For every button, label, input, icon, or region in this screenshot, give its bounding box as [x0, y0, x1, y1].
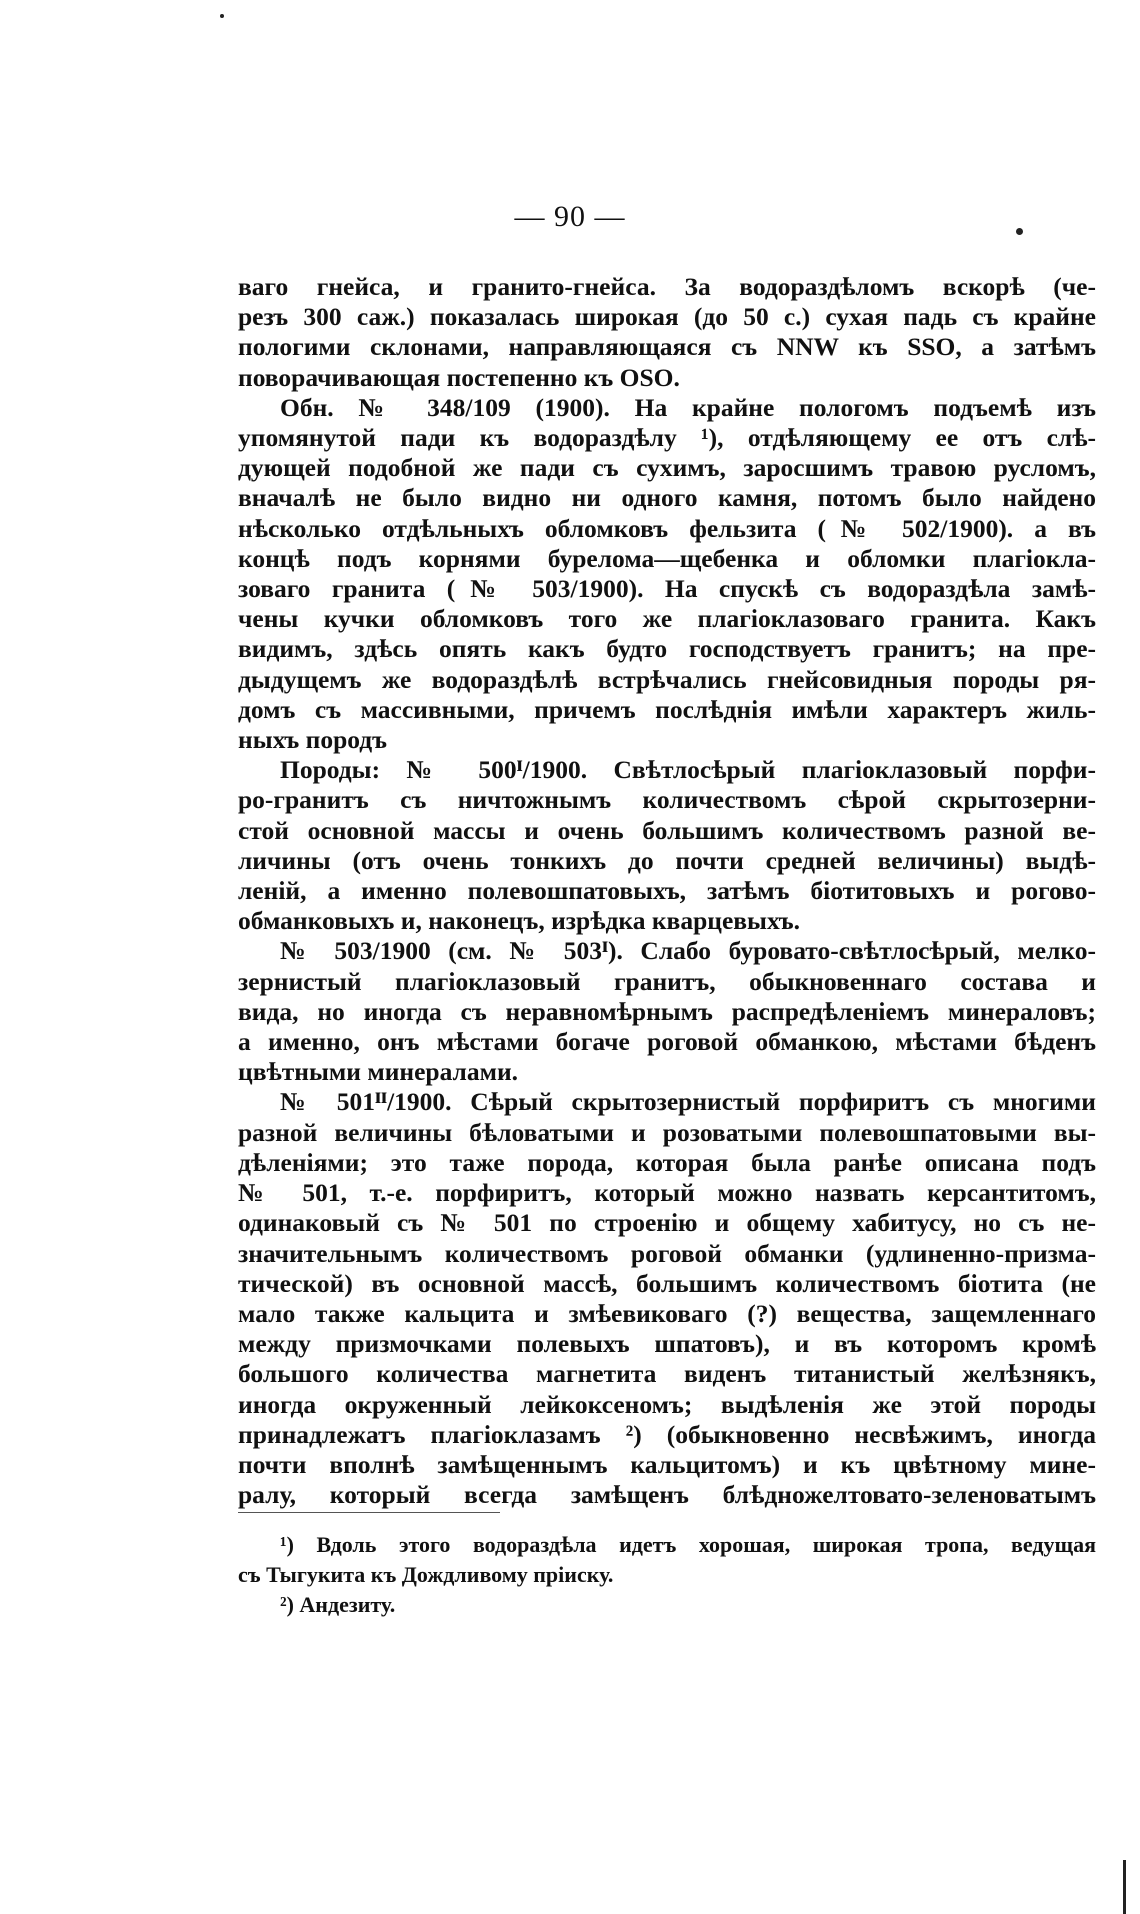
text-line: резъ 300 саж.) показалась широкая (до 50 с.) сухая падь съ крайне [238, 302, 1096, 332]
footnote-line: ¹) Вдоль этого водораздѣла идетъ хорошая, широкая тропа, ведущая [280, 1532, 1096, 1557]
text-line: ро-гранитъ съ ничтожнымъ количествомъ сѣрой скрытозерни- [238, 785, 1096, 815]
text-line: ныхъ породъ [238, 725, 388, 755]
text-line: одинаковый съ № 501 по строенію и общему хабитусу, но съ не- [238, 1208, 1096, 1238]
speck-mark [1016, 228, 1023, 235]
footnote-line: ²) Андезиту. [280, 1592, 396, 1617]
text-line: тической) въ основной массѣ, большимъ количествомъ біотита (не [238, 1268, 1096, 1298]
text-line: зернистый плагіоклазовый гранитъ, обыкновеннаго состава и [238, 966, 1096, 996]
text-line: дующей подобной же пади съ сухимъ, заросшимъ травою русломъ, [238, 453, 1096, 483]
text-line: между призмочками полевыхъ шпатовъ), и въ которомъ кромѣ [238, 1329, 1096, 1359]
text-line: Породы: № 500ᴵ/1900. Свѣтлосѣрый плагіоклазовый порфи- [280, 755, 1096, 785]
text-line: цвѣтными минералами. [238, 1057, 519, 1087]
text-line: стой основной массы и очень большимъ количествомъ разной ве- [238, 815, 1096, 845]
text-line: почти вполнѣ замѣщеннымъ кальцитомъ) и къ цвѣтному мине- [238, 1449, 1096, 1479]
text-line: № 501ᴵᴵ/1900. Сѣрый скрытозернистый порфиритъ съ многими [280, 1087, 1096, 1117]
text-line: зоваго гранита (№ 503/1900). На спускѣ съ водораздѣла замѣ- [238, 574, 1096, 604]
text-line: мало также кальцита и змѣевиковаго (?) вещества, защемленнаго [238, 1298, 1096, 1328]
text-line: видимъ, здѣсь опять какъ будто господствуетъ гранитъ; на пре- [238, 634, 1096, 664]
text-line: пологими склонами, направляющаяся съ NNW къ SSO, а затѣмъ [238, 332, 1096, 362]
text-line: дѣленіями; это таже порода, которая была ранѣе описана подъ [238, 1147, 1096, 1177]
text-line: обманковыхъ и, наконецъ, изрѣдка кварцевыхъ. [238, 906, 800, 936]
text-line: разной величины бѣловатыми и розоватыми полевошпатовыми вы- [238, 1117, 1096, 1147]
text-line: значительнымъ количествомъ роговой обманки (удлиненно-призма- [238, 1238, 1096, 1268]
text-line: № 501, т.-е. порфиритъ, который можно назвать керсантитомъ, [238, 1178, 1096, 1208]
text-line: концѣ подъ корнями бурелома—щебенка и обломки плагіокла- [238, 543, 1096, 573]
page-number: — 90 — [514, 200, 626, 233]
text-line: ваго гнейса, и гранито-гнейса. За водораздѣломъ вскорѣ (че- [238, 272, 1096, 301]
text-line: домъ съ массивными, причемъ послѣднія имѣли характеръ жиль- [238, 694, 1096, 724]
text-line: вначалѣ не было видно ни одного камня, потомъ было найдено [238, 483, 1096, 513]
text-line: принадлежатъ плагіоклазамъ ²) (обыкновенно несвѣжимъ, иногда [238, 1419, 1096, 1449]
text-line: нѣсколько отдѣльныхъ обломковъ фельзита (№ 502/1900). а въ [238, 513, 1096, 543]
text-line: личины (отъ очень тонкихъ до почти средней величины) выдѣ- [238, 845, 1096, 875]
speck-mark [220, 14, 224, 18]
footnote-line: съ Тыгукита къ Дождливому пріиску. [238, 1562, 614, 1587]
page-edge-mark [1123, 1860, 1126, 1914]
footnote-rule [238, 1512, 500, 1513]
text-line: дыдущемъ же водораздѣлѣ встрѣчались гнейсовидныя породы ря- [238, 664, 1096, 694]
text-line: поворачивающая постепенно къ OSO. [238, 362, 680, 392]
text-line: Обн. № 348/109 (1900). На крайне пологомъ подъемѣ изъ [280, 392, 1096, 422]
text-line: иногда окруженный лейкоксеномъ; выдѣленія же этой породы [238, 1389, 1096, 1419]
text-line: большого количества магнетита виденъ титанистый желѣзнякъ, [238, 1359, 1096, 1389]
text-line: № 503/1900 (см. № 503ᴵ). Слабо буровато-свѣтлосѣрый, мелко- [280, 936, 1096, 966]
text-line: а именно, онъ мѣстами богаче роговой обманкою, мѣстами бѣденъ [238, 1027, 1096, 1057]
text-line: чены кучки обломковъ того же плагіоклазоваго гранита. Какъ [238, 604, 1096, 634]
text-line: вида, но иногда съ неравномѣрнымъ распредѣленіемъ минераловъ; [238, 996, 1096, 1026]
text-line: ралу, который всегда замѣщенъ блѣдножелтовато-зеленоватымъ [238, 1480, 1096, 1510]
footnotes [238, 1530, 1096, 1620]
text-line: упомянутой пади къ водораздѣлу ¹), отдѣляющему ее отъ слѣ- [238, 423, 1096, 453]
text-line: леній, а именно полевошпатовыхъ, затѣмъ біотитовыхъ и рогово- [238, 876, 1096, 906]
body-text [238, 272, 1096, 1510]
